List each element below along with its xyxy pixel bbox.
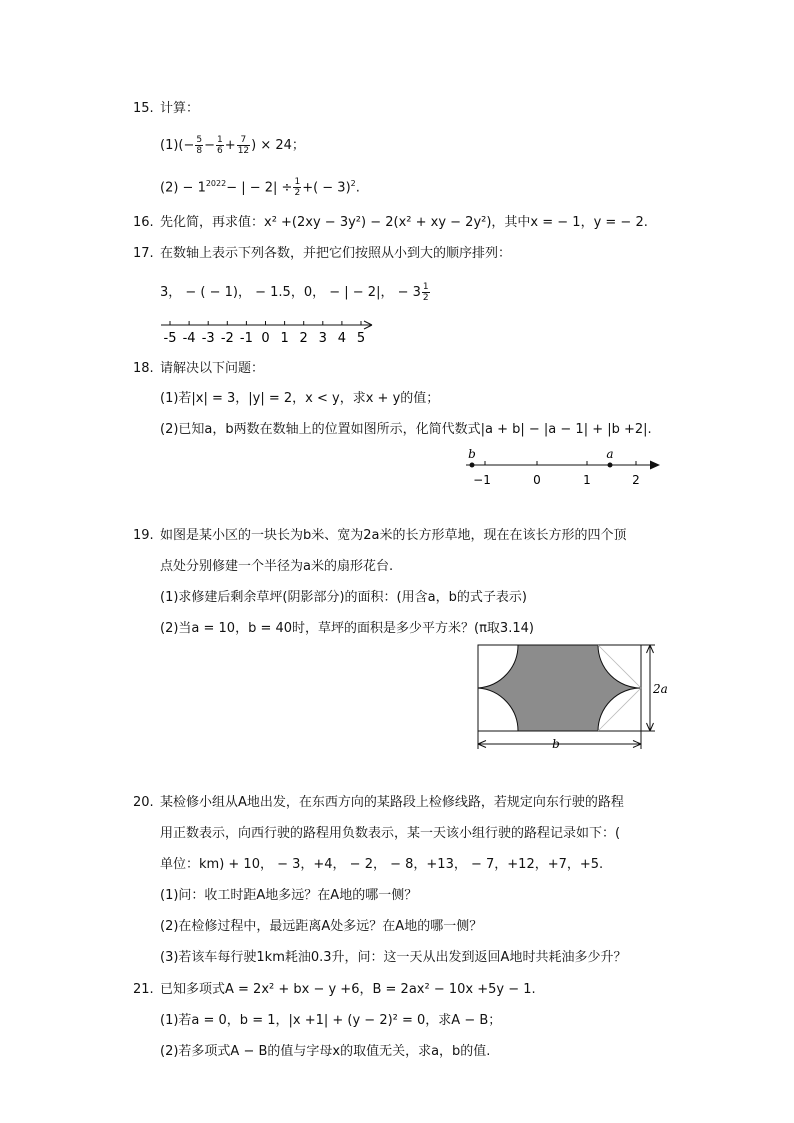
denominator: 12 (237, 146, 250, 156)
lawn-shaded-area (478, 645, 641, 731)
tick-label: -2 (220, 331, 234, 346)
q19-part1: (1)求修建后剩余草坪(阴影部分)的面积：(用含a，b的式子表示) (160, 590, 527, 605)
q15-p2-pre: (2) − 1 (160, 180, 206, 196)
tick-label: -5 (163, 331, 177, 346)
denominator: 8 (196, 146, 203, 156)
q19-line1: 如图是某小区的一块长为b米、宽为2a米的长方形草地，现在在该长方形的四个顶 (160, 528, 627, 543)
numerator: 7 (237, 135, 250, 146)
q19-lawn-diagram (470, 640, 666, 758)
tick-label: 1 (280, 331, 289, 346)
q15-p2-end: . (355, 180, 360, 196)
q21-part2: (2)若多项式A − B的值与字母x的取值无关，求a，b的值. (160, 1044, 491, 1059)
tick-label: -4 (182, 331, 196, 346)
tick-label: 4 (337, 331, 347, 346)
q18-title: 请解决以下问题： (160, 361, 265, 376)
denominator: 2 (294, 188, 301, 199)
tick-label: -1 (239, 331, 253, 346)
q15-part1: (1)(− $\frac{5}{8}$ − $\frac{1}{6}$ + $\frac{7}{12}$ ) × 24； (160, 135, 305, 156)
q20-line3: 单位：km) + 10， − 3，+4， − 2， − 8，+13， − 7，+12，+7，+5. (160, 857, 604, 872)
q17-number-line (158, 314, 382, 346)
tick-label: 2 (632, 473, 640, 487)
q15-part2 (160, 175, 360, 198)
fraction (422, 282, 430, 303)
q15-p2-mid: − | − 2| ÷ (226, 180, 293, 196)
fraction (237, 135, 250, 156)
q15-number: 15. (133, 101, 154, 116)
q20-line2: 用正数表示，向西行驶的路程用负数表示，某一天该小组行驶的路程记录如下：( (160, 826, 621, 841)
q21-number: 21. (133, 982, 154, 997)
height-label: 2a (653, 682, 668, 696)
tick-label: −1 (473, 473, 491, 487)
point-a (608, 463, 613, 468)
tick-label: 1 (583, 473, 591, 487)
q20-part1: (1)问：收工时距A地多远？在A地的哪一侧？ (160, 888, 418, 903)
numerator: 1 (422, 282, 429, 292)
q15-p2-post: +( − 3) (302, 180, 351, 196)
q20-line1: 某检修小组从A地出发，在东西方向的某路段上检修线路，若规定向东行驶的路程 (160, 795, 624, 810)
numerator: 1 (294, 177, 301, 188)
tick-label: 2 (299, 331, 308, 346)
q17-text: 在数轴上表示下列各数，并把它们按照从小到大的顺序排列： (160, 246, 512, 261)
q18-part2: (2)已知a，b两数在数轴上的位置如图所示，化简代数式|a + b| − |a − 1| + |b +2|. (160, 422, 652, 437)
q15-p1-post: ) × 24； (251, 138, 305, 153)
exponent: 2 (350, 179, 356, 188)
q16-number: 16. (133, 215, 154, 230)
tick-label: 3 (318, 331, 327, 346)
numerator: 1 (217, 135, 223, 145)
q17-number-list: 3， − ( − 1)， − 1.5，0， − | − 2|， − 3 (160, 285, 421, 300)
tick-label: 0 (533, 473, 541, 487)
width-label: b (552, 737, 560, 751)
fraction (195, 135, 203, 156)
q18-number-line (462, 446, 666, 488)
q19-number: 19. (133, 528, 154, 543)
q15-p1-pre: (1)( (160, 138, 184, 153)
q16-text: 先化简，再求值：x² +(2xy − 3y²) − 2(x² + xy − 2y²)，其中x = − 1，y = − 2. (160, 215, 648, 230)
q20-part2: (2)在检修过程中，最远距离A处多远？在A地的哪一侧？ (160, 919, 483, 934)
point-a-label: a (606, 447, 614, 461)
denominator: 2 (422, 293, 429, 303)
q17-number: 17. (133, 246, 154, 261)
tick-label: -3 (201, 331, 215, 346)
q21-part1: (1)若a = 0，b = 1，|x +1| + (y − 2)² = 0，求A − B； (160, 1013, 502, 1028)
q17-numbers (160, 282, 431, 303)
exponent: 2022 (205, 179, 227, 188)
fraction (216, 135, 224, 156)
fraction (293, 177, 301, 198)
q18-part1: (1)若|x| = 3，|y| = 2，x < y，求x + y的值； (160, 391, 440, 406)
q15-title: 计算： (160, 101, 200, 116)
tick-label: 5 (356, 331, 366, 346)
q21-text: 已知多项式A = 2x² + bx − y +6，B = 2ax² − 10x +5y − 1. (160, 982, 536, 997)
arrow-head-icon (650, 461, 660, 470)
q20-number: 20. (133, 795, 154, 810)
q18-number: 18. (133, 361, 154, 376)
q20-part3: (3)若该车每行驶1km耗油0.3升，问：这一天从出发到返回A地时共耗油多少升？ (160, 950, 627, 965)
q19-line2: 点处分别修建一个半径为a米的扇形花台. (160, 559, 394, 574)
point-b-label: b (468, 447, 476, 461)
numerator: 5 (196, 135, 203, 145)
point-b (470, 463, 475, 468)
tick-label: 0 (261, 331, 270, 346)
q19-part2: (2)当a = 10，b = 40时，草坪的面积是多少平方米？(π取3.14) (160, 621, 534, 636)
denominator: 6 (217, 146, 223, 156)
